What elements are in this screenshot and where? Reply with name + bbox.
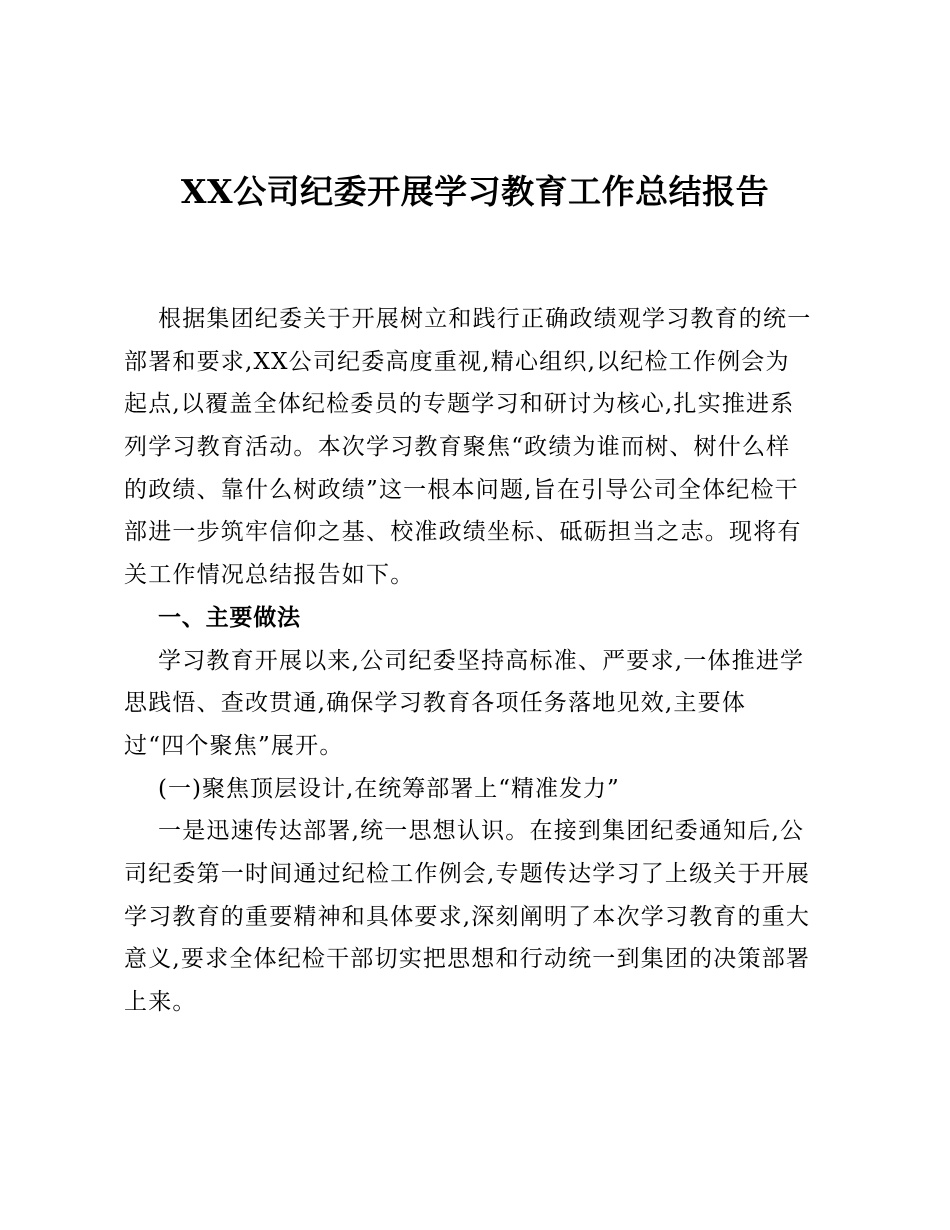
document-body bbox=[124, 298, 832, 1024]
paragraph-line: 过“四个聚焦”展开。 bbox=[124, 732, 344, 759]
paragraph-line: 上来。 bbox=[124, 989, 197, 1015]
paragraph-line: 列学习教育活动。本次学习教育聚焦“政绩为谁而树、树什么样 bbox=[124, 434, 791, 461]
paragraph-line: 的政绩、靠什么树政绩”这一根本问题,旨在引导公司全体纪检干 bbox=[124, 476, 799, 503]
paragraph-line: 部进一步筑牢信仰之基、校准政绩坐标、砥砺担当之志。现将有 bbox=[124, 519, 802, 546]
subsection-heading: (一)聚焦顶层设计,在统筹部署上“精准发力” bbox=[158, 775, 620, 802]
paragraph-line: 意义,要求全体纪检干部切实把思想和行动统一到集团的决策部署 bbox=[124, 946, 811, 973]
paragraph-line: 一是迅速传达部署,统一思想认识。在接到集团纪委通知后,公 bbox=[158, 818, 805, 845]
paragraph-line: 根据集团纪委关于开展树立和践行正确政绩观学习教育的统一 bbox=[158, 306, 812, 332]
paragraph-line: 司纪委第一时间通过纪检工作例会,专题传达学习了上级关于开展 bbox=[124, 860, 811, 887]
section-heading: 一、主要做法 bbox=[158, 604, 301, 631]
paragraph-line: 部署和要求,XX公司纪委高度重视,精心组织,以纪检工作例会为 bbox=[124, 348, 790, 375]
paragraph-line: 学习教育开展以来,公司纪委坚持高标准、严要求,一体推进学 bbox=[158, 647, 805, 674]
document-title: XX公司纪委开展学习教育工作总结报告 bbox=[180, 172, 770, 211]
paragraph-line: 起点,以覆盖全体纪检委员的专题学习和研讨为核心,扎实推进系 bbox=[124, 391, 795, 418]
paragraph-line: 关工作情况总结报告如下。 bbox=[124, 562, 415, 589]
paragraph-line: 思践悟、查改贯通,确保学习教育各项任务落地见效,主要体 bbox=[124, 690, 747, 717]
paragraph-line: 学习教育的重要精神和具体要求,深刻阐明了本次学习教育的重大 bbox=[124, 903, 811, 930]
